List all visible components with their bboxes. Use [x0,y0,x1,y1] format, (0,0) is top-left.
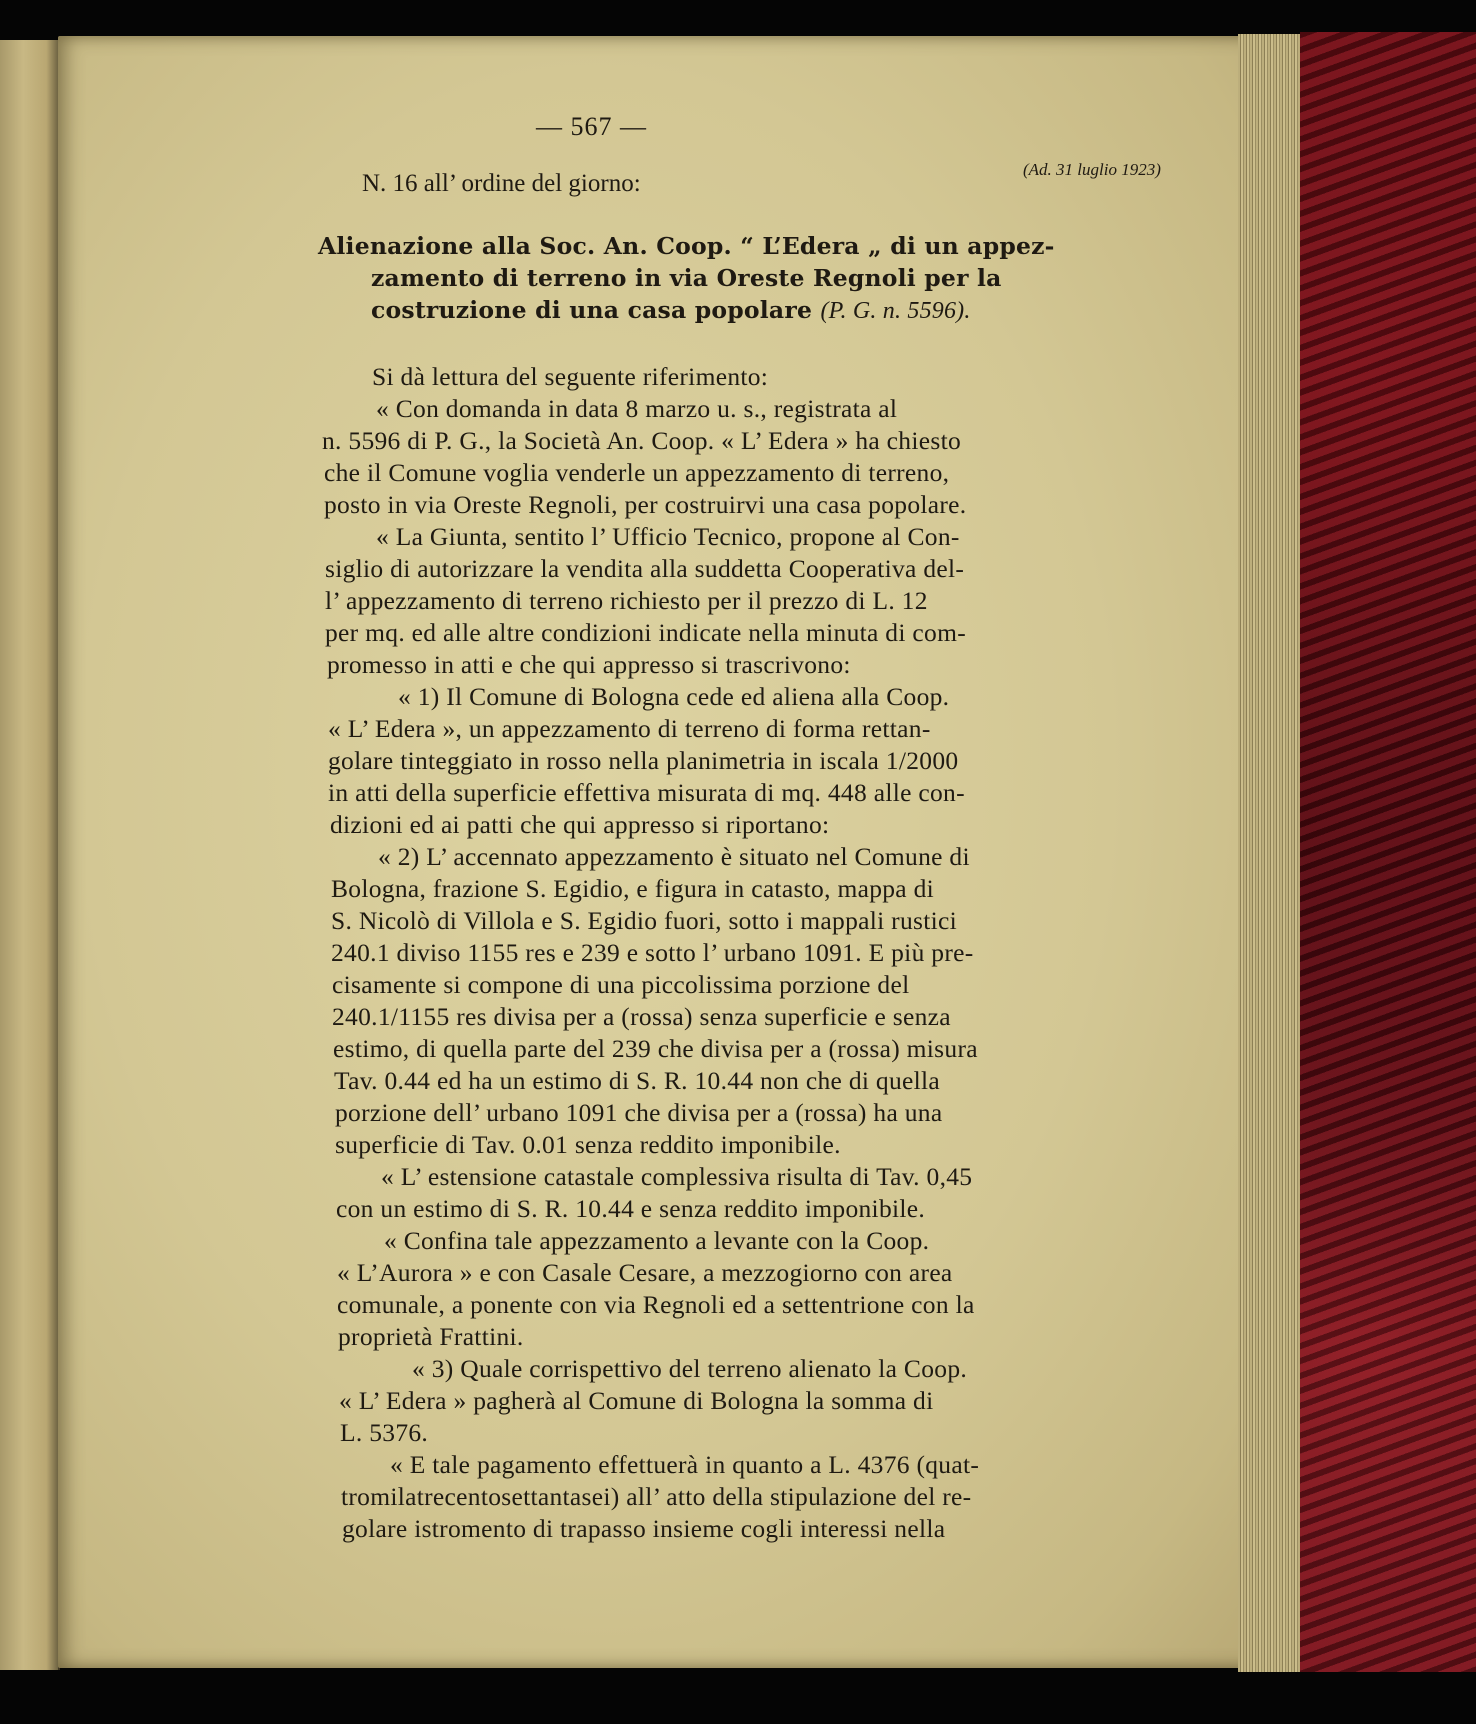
body-line: « 2) L’ accennato appezzamento è situato nel Comune di [378,842,970,871]
title-line-2 [371,264,1011,292]
body-line: « E tale pagamento effettuerà in quanto a L. 4376 (quat- [390,1450,980,1479]
body-line: comunale, a ponente con via Regnoli ed a settentrione con la [337,1290,975,1319]
body-line: con un estimo di S. R. 10.44 e senza reddito imponibile. [336,1194,926,1223]
body-line: in atti della superficie effettiva misurata di mq. 448 alle con- [328,778,965,807]
title-line-3-text: costruzione di una casa popolare [371,296,813,324]
body-line: tromilatrecentosettantasei) all’ atto della stipulazione del re- [341,1482,972,1511]
body-line: « L’Aurora » e con Casale Cesare, a mezzogiorno con area [337,1258,953,1287]
body-line: « L’ Edera », un appezzamento di terreno di forma rettan- [328,714,931,743]
title-line-3 [371,296,971,325]
body-line: « La Giunta, sentito l’ Ufficio Tecnico, propone al Con- [376,522,960,551]
body-line: 240.1 diviso 1155 res e 239 e sotto l’ urbano 1091. E più pre- [331,938,974,967]
body-line: L. 5376. [340,1418,429,1447]
body-line: « Confina tale appezzamento a levante con la Coop. [384,1226,930,1255]
body-line: che il Comune voglia venderle un appezzamento di terreno, [324,458,950,487]
title-line-1-text: Alienazione alla Soc. An. Coop. “ L’Edera „ di un appez- [318,232,1055,260]
body-line: Si dà lettura del seguente riferimento: [372,362,769,391]
left-page-edge [0,40,60,1670]
title-line-2-text: zamento di terreno in via Oreste Regnoli per la [371,264,1002,292]
body-line: 240.1/1155 res divisa per a (rossa) senza superficie e senza [332,1002,951,1031]
body-line: proprietà Frattini. [338,1322,524,1351]
body-line: « 3) Quale corrispettivo del terreno alienato la Coop. [412,1354,968,1383]
body-line: « 1) Il Comune di Bologna cede ed aliena alla Coop. [398,682,950,711]
body-line: per mq. ed alle altre condizioni indicate nella minuta di com- [325,618,966,647]
body-line: « Con domanda in data 8 marzo u. s., registrata al [376,394,898,423]
body-line: S. Nicolò di Villola e S. Egidio fuori, sotto i mappali rustici [331,906,958,935]
body-line: « L’ Edera » pagherà al Comune di Bologna la somma di [339,1386,934,1415]
body-line: posto in via Oreste Regnoli, per costruirvi una casa popolare. [324,490,967,519]
body-line: estimo, di quella parte del 239 che divisa per a (rossa) misura [333,1034,978,1063]
body-line: siglio di autorizzare la vendita alla suddetta Cooperativa del- [325,554,965,583]
title-reference: (P. G. n. 5596). [820,298,971,324]
body-line: n. 5596 di P. G., la Società An. Coop. « L’ Edera » ha chiesto [322,426,962,455]
agenda-heading: N. 16 all’ ordine del giorno: [362,170,641,197]
body-line: Tav. 0.44 ed ha un estimo di S. R. 10.44 non che di quella [334,1066,941,1095]
body-line: golare istromento di trapasso insieme cogli interessi nella [342,1514,946,1543]
body-line: promesso in atti e che qui appresso si trascrivono: [327,650,851,679]
body-line: golare tinteggiato in rosso nella planimetria in iscala 1/2000 [328,746,959,775]
title-line-1 [318,232,1055,260]
body-line: porzione dell’ urbano 1091 che divisa per a (rossa) ha una [335,1098,943,1127]
body-line: l’ appezzamento di terreno richiesto per il prezzo di L. 12 [325,586,928,615]
body-line: « L’ estensione catastale complessiva risulta di Tav. 0,45 [381,1162,973,1191]
body-line: Bologna, frazione S. Egidio, e figura in catasto, mappa di [331,874,935,903]
body-line: superficie di Tav. 0.01 senza reddito imponibile. [335,1130,841,1159]
date-note: (Ad. 31 luglio 1923) [1023,160,1161,179]
scan-background [0,1672,1476,1724]
page-number: — 567 — [536,112,647,141]
body-line: dizioni ed ai patti che qui appresso si riportano: [330,810,830,839]
body-line: cisamente si compone di una piccolissima porzione del [332,970,910,999]
marbled-cover [1300,32,1476,1682]
